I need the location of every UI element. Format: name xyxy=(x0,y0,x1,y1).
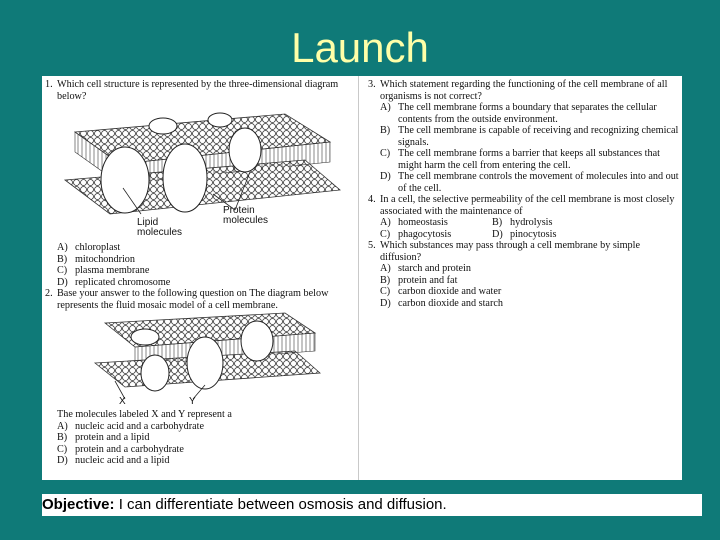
option-text: carbon dioxide and starch xyxy=(398,297,503,309)
question-number: 1. xyxy=(45,79,53,90)
option-text: chloroplast xyxy=(75,242,121,253)
option-text: phagocytosis xyxy=(398,228,452,240)
q5-option-c xyxy=(368,286,680,298)
objective-bar xyxy=(42,494,702,516)
option-text: starch and protein xyxy=(398,263,471,274)
option-text: nucleic acid and a lipid xyxy=(75,455,170,466)
q1-option-b xyxy=(45,254,345,266)
question-text: Which cell structure is represented by the three-dimensional diagram below? xyxy=(57,79,339,102)
right-column xyxy=(368,79,680,309)
q2-option-d xyxy=(45,455,345,467)
q5-option-a xyxy=(368,263,680,275)
question-text: Which statement regarding the functioning of the cell membrane of all organisms is not correct? xyxy=(380,79,668,102)
option-letter: A) xyxy=(57,242,68,253)
option-letter: C) xyxy=(57,265,68,276)
question-number: 5. xyxy=(368,240,376,251)
question-2 xyxy=(45,288,345,311)
label-x: X xyxy=(119,396,126,407)
q4-option-c xyxy=(380,229,492,241)
option-text: carbon dioxide and water xyxy=(398,286,502,297)
q4-option-a xyxy=(380,217,492,229)
question-number: 2. xyxy=(45,288,53,299)
label-protein-molecules: Protein molecules xyxy=(223,205,269,226)
question-number: 4. xyxy=(368,194,376,205)
option-text: homeostasis xyxy=(398,217,448,228)
question-number: 3. xyxy=(368,79,376,90)
label-y: Y xyxy=(189,396,196,407)
membrane-diagram-2 xyxy=(45,311,345,409)
q4-option-b xyxy=(492,217,604,229)
option-text: plasma membrane xyxy=(75,265,150,276)
q2-option-a xyxy=(45,421,345,433)
q1-option-c xyxy=(45,265,345,277)
q2-followup-text: The molecules labeled X and Y represent a xyxy=(57,409,232,420)
option-letter: B) xyxy=(492,217,503,228)
question-3 xyxy=(368,79,680,102)
q4-options-row-2 xyxy=(368,229,680,241)
option-text: mitochondrion xyxy=(75,253,135,265)
option-letter: D) xyxy=(57,276,68,288)
question-text: In a cell, the selective permeability of the cell membrane is most closely associated with the maintenance of xyxy=(380,194,675,217)
membrane-illustration-2 xyxy=(45,311,345,409)
question-5 xyxy=(368,240,680,263)
label-lipid-molecules: Lipid molecules xyxy=(137,217,183,238)
option-letter: B) xyxy=(380,274,391,286)
option-letter: C) xyxy=(380,228,391,240)
option-letter: C) xyxy=(57,443,68,455)
option-letter: A) xyxy=(57,420,68,432)
q2-option-b xyxy=(45,432,345,444)
option-letter: B) xyxy=(380,125,391,136)
q4-option-d xyxy=(492,229,604,241)
slide-title: Launch xyxy=(291,24,429,71)
question-text: Which substances may pass through a cell membrane by simple diffusion? xyxy=(380,240,640,263)
q3-option-b xyxy=(368,125,680,148)
option-letter: A) xyxy=(380,217,391,228)
option-letter: C) xyxy=(380,286,391,297)
membrane-diagram-1 xyxy=(45,102,345,242)
q2-option-c xyxy=(45,444,345,456)
q1-option-d xyxy=(45,277,345,289)
option-text: protein and a carbohydrate xyxy=(75,443,184,455)
option-text: The cell membrane forms a boundary that separates the cellular contents from the outside environment. xyxy=(398,102,657,125)
option-letter: D) xyxy=(380,297,391,309)
column-divider xyxy=(358,76,359,480)
option-letter: A) xyxy=(380,263,391,274)
question-4 xyxy=(368,194,680,217)
question-1 xyxy=(45,79,345,102)
option-text: nucleic acid and a carbohydrate xyxy=(75,420,204,432)
q3-option-d xyxy=(368,171,680,194)
option-letter: D) xyxy=(57,455,68,466)
option-letter: D) xyxy=(380,171,391,182)
q5-option-d xyxy=(368,298,680,310)
worksheet-image xyxy=(42,76,682,480)
option-letter: D) xyxy=(492,228,503,240)
left-column xyxy=(45,79,345,467)
option-text: protein and fat xyxy=(398,274,458,286)
q3-option-c xyxy=(368,148,680,171)
option-letter: C) xyxy=(380,148,391,159)
objective-label: Objective: xyxy=(42,496,115,513)
option-letter: A) xyxy=(380,102,391,113)
q3-option-a xyxy=(368,102,680,125)
option-text: The cell membrane forms a barrier that keeps all substances that might harm the cell from entering the cell. xyxy=(398,148,660,171)
q5-option-b xyxy=(368,275,680,287)
option-text: pinocytosis xyxy=(510,228,557,240)
option-text: replicated chromosome xyxy=(75,276,171,288)
objective-text: I can differentiate between osmosis and diffusion. xyxy=(114,496,447,513)
option-text: The cell membrane is capable of receiving and recognizing chemical signals. xyxy=(398,125,679,148)
option-text: protein and a lipid xyxy=(75,432,150,443)
option-text: hydrolysis xyxy=(510,217,553,228)
option-letter: B) xyxy=(57,432,68,443)
q4-options-row-1 xyxy=(368,217,680,229)
q1-option-a xyxy=(45,242,345,254)
option-letter: B) xyxy=(57,253,68,265)
question-text: Base your answer to the following question on The diagram below represents the fluid mosaic model of a cell membrane. xyxy=(57,288,329,311)
option-text: The cell membrane controls the movement of molecules into and out of the cell. xyxy=(398,171,679,194)
